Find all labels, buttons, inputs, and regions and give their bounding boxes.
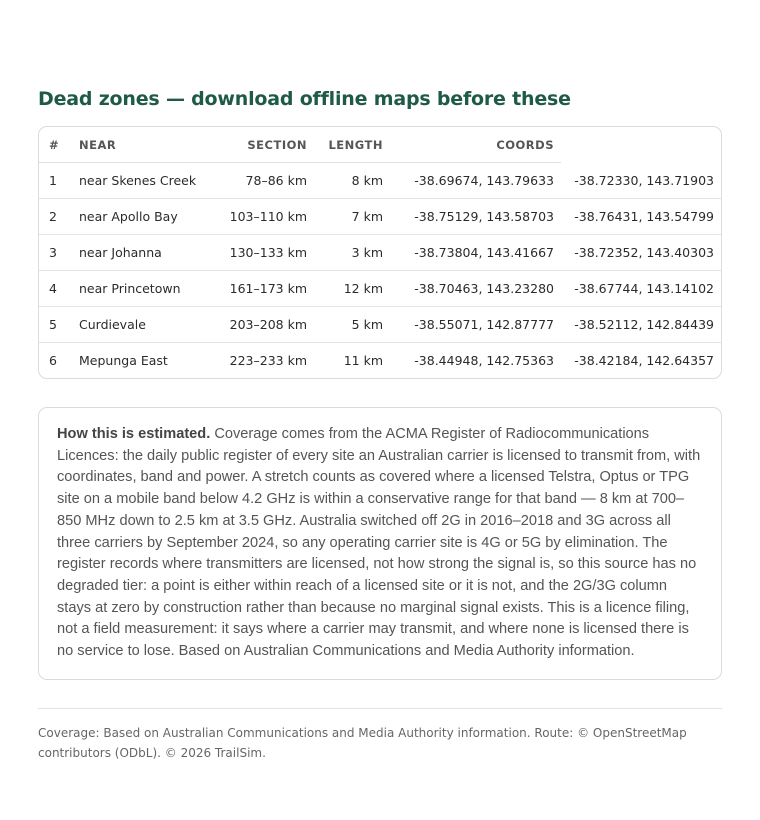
row-section: 78–86 km — [215, 163, 307, 199]
row-coord-start: -38.70463, 143.23280 — [383, 271, 561, 307]
dead-zones-section — [38, 86, 722, 763]
table-header-row — [39, 127, 721, 163]
row-near: near Johanna — [79, 235, 215, 271]
row-section: 223–233 km — [229, 353, 307, 368]
row-num: 6 — [49, 353, 57, 368]
row-section: 103–110 km — [215, 199, 307, 235]
row-coord-end: -38.67744, 143.14102 — [561, 271, 721, 307]
row-num: 4 — [39, 271, 79, 307]
header-coords-spacer — [561, 127, 721, 163]
row-num: 5 — [39, 307, 79, 343]
row-coord-start: -38.75129, 143.58703 — [383, 199, 561, 235]
row-num: 2 — [39, 199, 79, 235]
row-coord-start: -38.69674, 143.79633 — [383, 163, 561, 199]
note-body: Coverage comes from the ACMA Register of Radiocommunications Licences: the daily public register of every site an Australian carrier is licensed to transmit from, with coordinates, band and power. A stretch counts as covered where a licensed Telstra, Optus or TPG site on a mobile band below 4.2 GHz is within a conservative range for that band — 8 km at 700–850 MHz down to 2.5 km at 3.5 GHz. Australia switched off 2G in 2016–2018 and 3G across all three carriers by September 2024, so any operating carrier site is 4G or 5G by elimination. The register records where transmitters are licensed, not how strong the signal is, so this source has no degraded tier: a point is either within reach of a licensed site or it is not, and the 2G/3G column stays at zero by construction rather than because no marginal signal exists. This is a licence filing, not a field measurement: it says where a carrier may transmit, and where none is licensed there is no service to lose. Based on Australian Communications and Media Authority information. — [57, 426, 701, 660]
row-near: near Skenes Creek — [79, 163, 215, 199]
row-length: 11 km — [343, 353, 383, 368]
row-near: Mepunga East — [79, 353, 168, 368]
row-coord-end: -38.52112, 142.84439 — [561, 307, 721, 343]
row-coord-end: -38.72352, 143.40303 — [561, 235, 721, 271]
row-coord-end: -38.76431, 143.54799 — [561, 199, 721, 235]
row-num: 3 — [39, 235, 79, 271]
header-num: # — [39, 127, 79, 163]
table-row — [39, 271, 721, 307]
table-row — [39, 199, 721, 235]
header-near: NEAR — [79, 127, 215, 163]
table-row — [39, 163, 721, 199]
row-section: 130–133 km — [215, 235, 307, 271]
row-coord-end: -38.72330, 143.71903 — [561, 163, 721, 199]
row-section: 161–173 km — [215, 271, 307, 307]
dead-zones-table — [39, 127, 721, 378]
note-lead: How this is estimated. — [57, 426, 211, 442]
table-row — [39, 235, 721, 271]
table-row — [39, 307, 721, 343]
section-title: Dead zones — download offline maps before these — [38, 88, 571, 110]
row-num: 1 — [39, 163, 79, 199]
methodology-note — [38, 407, 722, 680]
row-length: 8 km — [307, 163, 383, 199]
table-row — [39, 343, 721, 379]
row-length: 12 km — [307, 271, 383, 307]
footer-divider — [38, 708, 722, 709]
row-length: 3 km — [307, 235, 383, 271]
row-coord-start: -38.44948, 142.75363 — [414, 353, 554, 368]
attribution-footer: Coverage: Based on Australian Communications and Media Authority information. Route: © OpenStreetMap contributors (ODbL). © 2026 TrailSim. — [38, 725, 687, 760]
row-near: Curdievale — [79, 307, 215, 343]
row-section: 203–208 km — [215, 307, 307, 343]
row-coord-end: -38.42184, 142.64357 — [574, 353, 714, 368]
row-coord-start: -38.73804, 143.41667 — [383, 235, 561, 271]
row-length: 7 km — [307, 199, 383, 235]
dead-zones-table-card — [38, 126, 722, 379]
header-section: SECTION — [215, 127, 307, 163]
row-near: near Princetown — [79, 271, 215, 307]
row-near: near Apollo Bay — [79, 199, 215, 235]
header-coords: COORDS — [383, 127, 561, 163]
row-length: 5 km — [307, 307, 383, 343]
row-coord-start: -38.55071, 142.87777 — [383, 307, 561, 343]
header-length: LENGTH — [307, 127, 383, 163]
